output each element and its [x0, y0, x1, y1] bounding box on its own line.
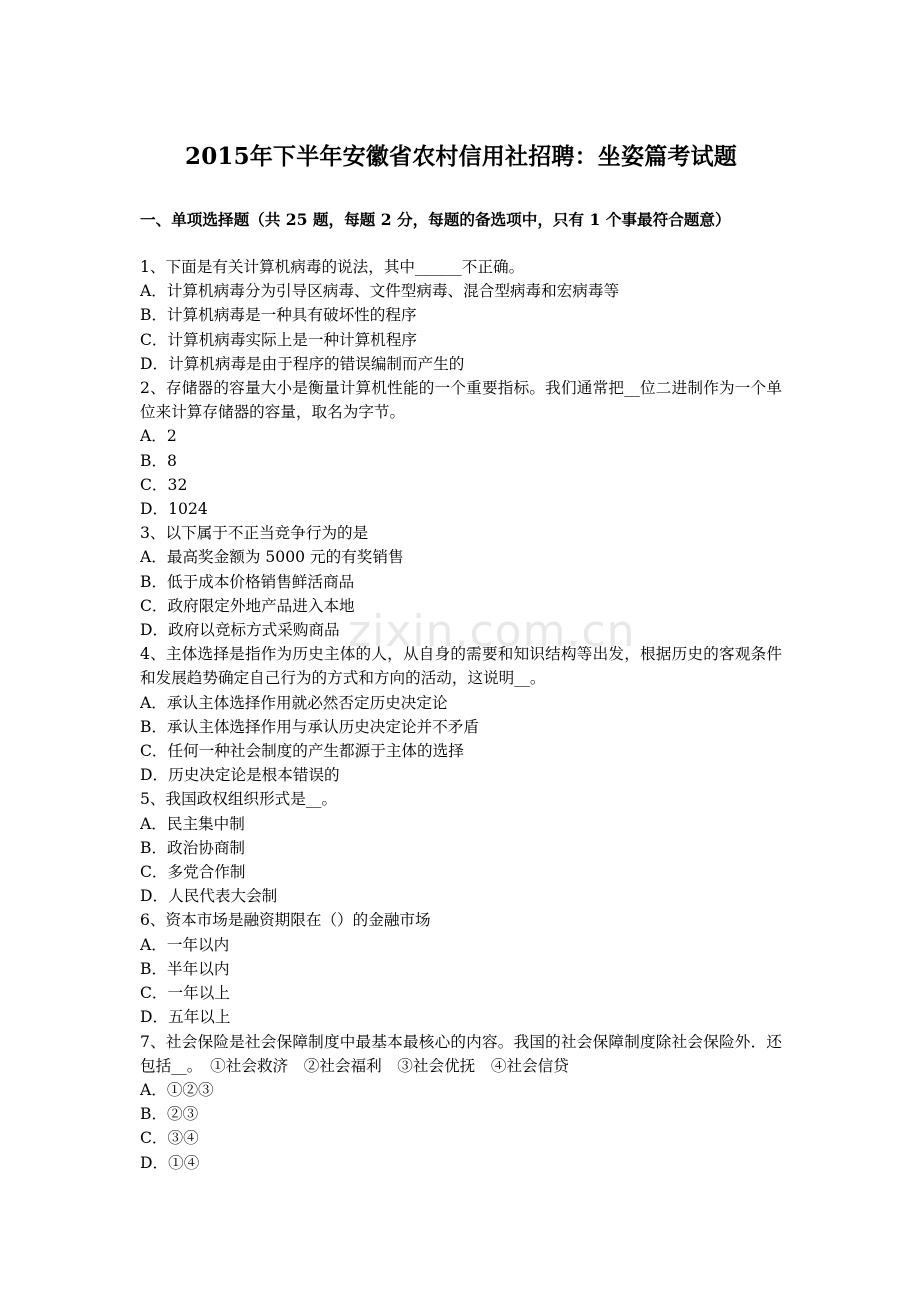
question-stem: 5、我国政权组织形式是__。	[140, 790, 338, 809]
question-4	[140, 642, 782, 787]
option-d: D．政府以竞标方式采购商品	[140, 621, 340, 640]
question-list	[140, 255, 782, 1175]
option-b: B．②③	[140, 1105, 199, 1124]
document-page	[140, 0, 782, 1302]
option-a: A．承认主体选择作用就必然否定历史决定论	[140, 693, 448, 712]
question-3	[140, 521, 782, 642]
option-c: C．政府限定外地产品进入本地	[140, 596, 355, 615]
option-b: B．半年以内	[140, 959, 230, 978]
question-7	[140, 1030, 782, 1175]
option-a: A．计算机病毒分为引导区病毒、文件型病毒、混合型病毒和宏病毒等	[140, 282, 620, 301]
option-d: D．①④	[140, 1153, 200, 1172]
question-2	[140, 376, 782, 521]
option-d: D．历史决定论是根本错误的	[140, 766, 340, 785]
question-stem: 1、下面是有关计算机病毒的说法，其中______不正确。	[140, 258, 525, 276]
option-c: C．32	[140, 475, 188, 494]
watermark: zixin.com.cn	[348, 606, 636, 657]
option-a: A．民主集中制	[140, 814, 245, 833]
option-a: A．①②③	[140, 1080, 214, 1099]
option-b: B．政治协商制	[140, 838, 246, 857]
question-stem: 4、主体选择是指作为历史主体的人，从自身的需要和知识结构等出发，根据历史的客观条件和发展趋势确定自己行为的方式和方向的活动，这说明__。	[140, 645, 782, 688]
option-d: D．人民代表大会制	[140, 887, 278, 906]
question-1	[140, 255, 782, 376]
option-c: C．多党合作制	[140, 863, 246, 882]
option-b: B．承认主体选择作用与承认历史决定论并不矛盾	[140, 717, 479, 736]
section-heading: 一、单项选择题（共 25 题，每题 2 分，每题的备选项中，只有 1 个事最符合题意）	[140, 210, 731, 229]
option-a: A．最高奖金额为 5000 元的有奖销售	[140, 548, 404, 567]
option-b: B．8	[140, 451, 177, 470]
question-6	[140, 908, 782, 1029]
option-a: A．2	[140, 427, 177, 446]
option-b: B．计算机病毒是一种具有破坏性的程序	[140, 306, 417, 325]
question-stem: 7、社会保险是社会保障制度中最基本最核心的内容。我国的社会保障制度除社会保险外．还包括__。 ①社会救济 ②社会福利 ③社会优抚 ④社会信贷	[140, 1032, 782, 1075]
option-b: B．低于成本价格销售鲜活商品	[140, 572, 355, 591]
option-c: C．计算机病毒实际上是一种计算机程序	[140, 330, 418, 349]
option-c: C．任何一种社会制度的产生都源于主体的选择	[140, 742, 464, 761]
option-d: D．五年以上	[140, 1008, 231, 1027]
option-d: D．计算机病毒是由于程序的错误编制而产生的	[140, 354, 465, 373]
question-5	[140, 787, 782, 908]
question-stem: 3、以下属于不正当竞争行为的是	[140, 524, 369, 543]
option-a: A．一年以内	[140, 935, 230, 954]
document-title: 2015年下半年安徽省农村信用社招聘：坐姿篇考试题	[184, 143, 737, 170]
question-stem: 6、资本市场是融资期限在（）的金融市场	[140, 911, 431, 930]
option-d: D．1024	[140, 500, 208, 519]
option-c: C．③④	[140, 1129, 199, 1148]
question-stem: 2、存储器的容量大小是衡量计算机性能的一个重要指标。我们通常把__位二进制作为一个单位来计算存储器的容量，取名为字节。	[140, 379, 782, 422]
option-c: C．一年以上	[140, 984, 230, 1003]
